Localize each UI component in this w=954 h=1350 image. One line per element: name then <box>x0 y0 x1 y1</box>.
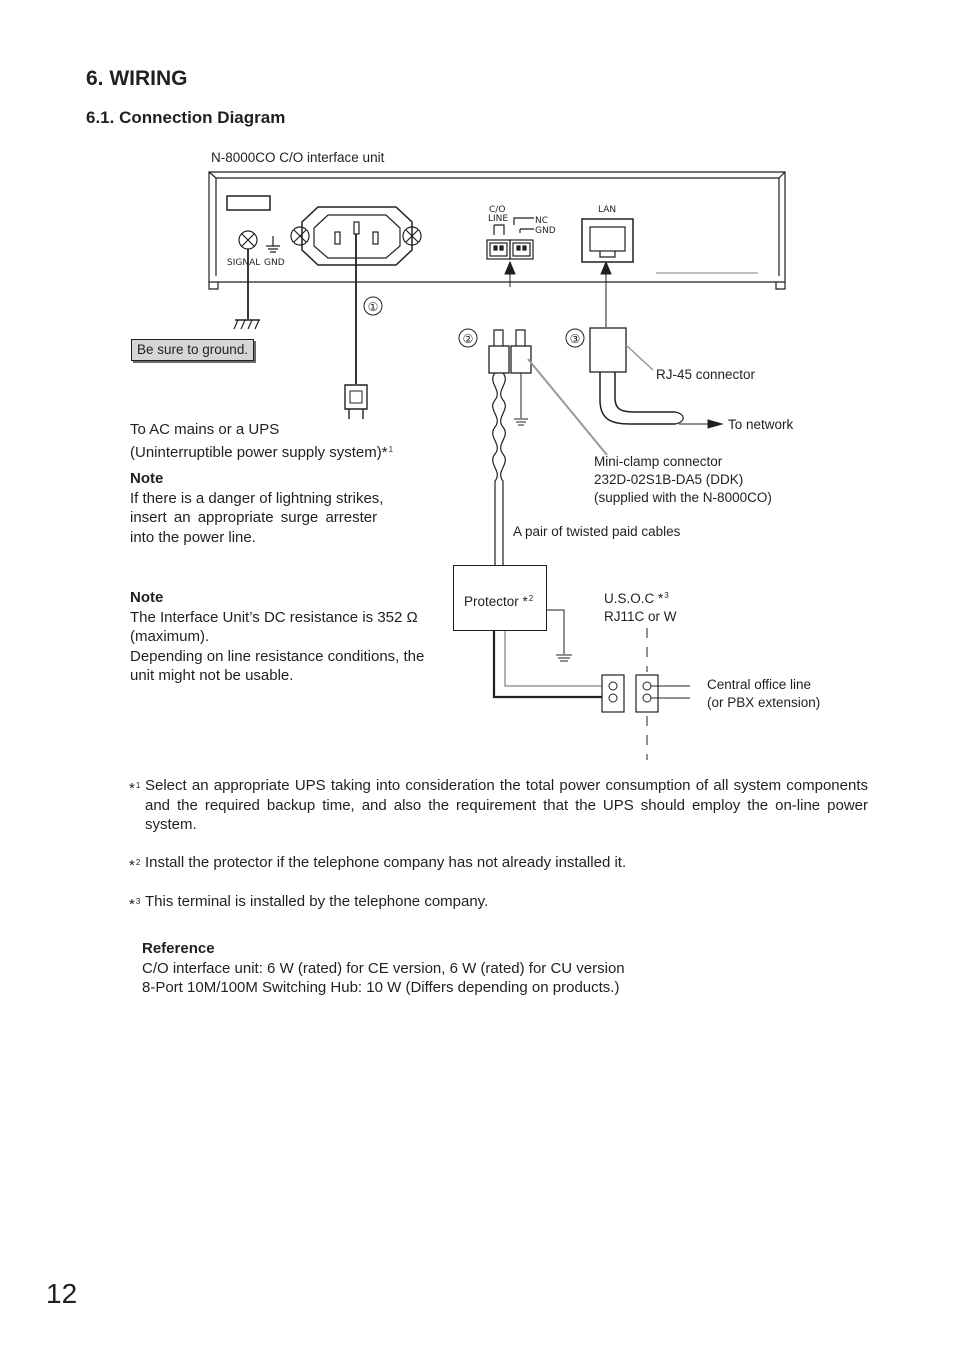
note-2-line: Depending on line resistance conditions, the <box>130 647 425 665</box>
protector-box <box>453 565 547 631</box>
note-2-title: Note <box>130 589 164 606</box>
callout-1: ① <box>367 300 379 314</box>
rj45-label: RJ-45 connector <box>656 367 756 382</box>
co-label: C/O <box>489 205 506 215</box>
callout-2: ② <box>462 332 474 346</box>
page-number: 12 <box>46 1278 78 1309</box>
reference-line: C/O interface unit: 6 W (rated) for CE version, 6 W (rated) for CU version <box>142 959 625 977</box>
to-network-label: To network <box>728 417 794 432</box>
rj11-line: RJ11C or W <box>604 609 677 624</box>
protector-label: Protector *$^2$ <box>464 594 534 609</box>
ac-footnote-ref: 1 <box>388 444 394 454</box>
footnote-1 <box>129 776 868 835</box>
twisted-pair-label: A pair of twisted paid cables <box>513 524 681 539</box>
note-2-line: unit might not be usable. <box>130 667 294 684</box>
footnote-3 <box>129 892 868 915</box>
ac-label <box>130 420 393 462</box>
central-office-label <box>707 676 820 712</box>
note-1 <box>130 469 404 547</box>
gnd-label: GND <box>264 258 285 268</box>
signal-label: SIGNAL <box>227 258 261 268</box>
mini-clamp-line: 232D-02S1B-DA5 (DDK) <box>594 472 744 487</box>
ac-label-line2: (Uninterruptible power supply system)*$^1$ <box>130 443 394 461</box>
usoc-footnote-ref: 3 <box>664 591 669 600</box>
ground-note: Be sure to ground. <box>131 339 254 361</box>
footnote-text: Select an appropriate UPS taking into consideration the total power consumption of all system components and the required backup time, and also the requirement that the UPS should employ the on-line power system. <box>145 777 868 833</box>
reference-block <box>142 939 625 998</box>
power-cord <box>345 234 367 419</box>
note-2-line: (maximum). <box>130 628 210 645</box>
protector-wiring <box>494 610 690 760</box>
note-1-title: Note <box>130 470 164 487</box>
footnote-text: This terminal is installed by the telephone company. <box>145 893 489 910</box>
usoc-line: U.S.O.C *$^3$ <box>604 591 669 606</box>
footnote-mark: *$^2$ <box>129 857 141 874</box>
note-1-line: If there is a danger of lightning strikes, <box>130 489 384 507</box>
callout-3: ③ <box>569 332 581 346</box>
co-cable <box>489 262 607 565</box>
ac-label-line1: To AC mains or a UPS <box>130 421 280 438</box>
note-2 <box>130 588 450 686</box>
mini-clamp-line: Mini-clamp connector <box>594 454 723 469</box>
interface-unit-drawing <box>209 172 785 289</box>
central-line: Central office line <box>707 677 812 692</box>
line-label: LINE <box>488 214 509 224</box>
central-line: (or PBX extension) <box>707 695 821 710</box>
lan-cable <box>590 262 722 428</box>
footnote-text: Install the protector if the telephone company has not already installed it. <box>145 854 627 871</box>
unit-label: N-8000CO C/O interface unit <box>211 150 385 165</box>
usoc-label <box>604 587 677 626</box>
note-2-line: The Interface Unit’s DC resistance is 352 Ω <box>130 608 418 626</box>
protector-footnote-ref: 2 <box>528 594 534 603</box>
footnote-mark: *$^1$ <box>129 780 141 797</box>
mini-clamp-line: (supplied with the N-8000CO) <box>594 490 772 505</box>
section-heading: 6. WIRING <box>86 67 188 90</box>
footnote-mark: *$^3$ <box>129 896 141 913</box>
reference-line: 8-Port 10M/100M Switching Hub: 10 W (Differs depending on products.) <box>142 979 620 996</box>
note-1-line: insert an appropriate surge arrester <box>130 509 378 526</box>
mini-clamp-label <box>594 453 772 507</box>
nc-label: NC <box>535 216 549 226</box>
subsection-heading: 6.1. Connection Diagram <box>86 108 286 127</box>
lan-label: LAN <box>598 205 617 215</box>
footnote-2 <box>129 853 868 876</box>
reference-title: Reference <box>142 940 215 957</box>
note-1-line: into the power line. <box>130 528 256 546</box>
gnd2-label: GND <box>535 226 556 236</box>
